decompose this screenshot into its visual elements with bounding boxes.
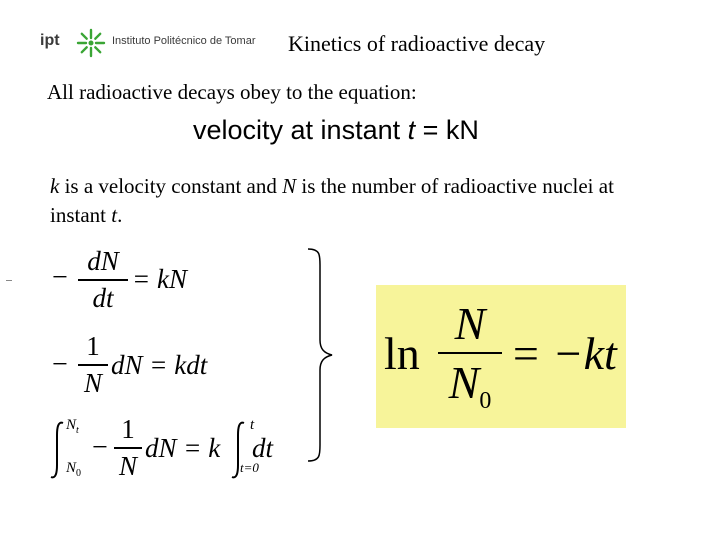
slide-title: Kinetics of radioactive decay [288, 31, 546, 56]
eq2-numerator: 1 [86, 331, 100, 361]
right-brace [300, 245, 340, 465]
eq1-numerator: dN [87, 246, 119, 276]
eq2-minus: − [52, 349, 68, 380]
stray-dash [6, 280, 12, 281]
institution-logo [40, 26, 260, 60]
eq1-minus: − [52, 262, 68, 293]
eq3-end: dt [252, 433, 274, 463]
result-denominator: $N_0$ [448, 357, 492, 415]
result-rhs: = −kt [510, 328, 617, 379]
velocity-equation [193, 115, 479, 146]
velocity-rhs: = kN [422, 115, 479, 145]
result-highlight-box [376, 285, 626, 428]
result-fraction [438, 297, 502, 415]
def-text1: is a velocity constant and [59, 174, 283, 198]
eq3-mid: dN = k [145, 433, 221, 463]
logo-burst-icon [74, 26, 108, 60]
eq3-upper-limit-1: $N_t$ [66, 417, 79, 436]
velocity-lhs: velocity at instant [193, 115, 401, 145]
intro-text: All radioactive decays obey to the equation: [47, 80, 417, 104]
eq3-lower-limit-1: $N_0$ [66, 460, 82, 479]
eq3-upper-limit-2: t [250, 417, 255, 433]
velocity-var: t [407, 115, 416, 145]
def-N: N [282, 174, 297, 198]
logo-abbreviation: ipt [40, 32, 60, 49]
eq2-denominator: N [83, 368, 102, 398]
result-numerator: N [454, 298, 486, 349]
eq3-lower-limit-2: t=0 [240, 460, 259, 475]
definition-text [50, 172, 650, 230]
def-t: t [111, 203, 118, 227]
integral-sign-1 [48, 420, 68, 480]
result-ln: ln [384, 328, 420, 379]
eq2-rhs: dN = kdt [111, 350, 208, 380]
eq2-fraction [78, 331, 108, 399]
def-end: . [117, 203, 123, 227]
eq3-denominator: N [118, 451, 137, 481]
eq1-fraction [78, 246, 128, 314]
def-k: k [50, 174, 60, 198]
eq1-rhs: = kN [132, 264, 187, 294]
def-text2: is the number of radioactive nuclei at instant [50, 174, 614, 227]
eq3-fraction [114, 414, 142, 482]
eq3-minus: − [92, 432, 108, 463]
eq3-numerator: 1 [121, 414, 135, 444]
logo-institution-name: Instituto Politécnico de Tomar [112, 35, 256, 47]
eq1-denominator: dt [92, 283, 114, 313]
